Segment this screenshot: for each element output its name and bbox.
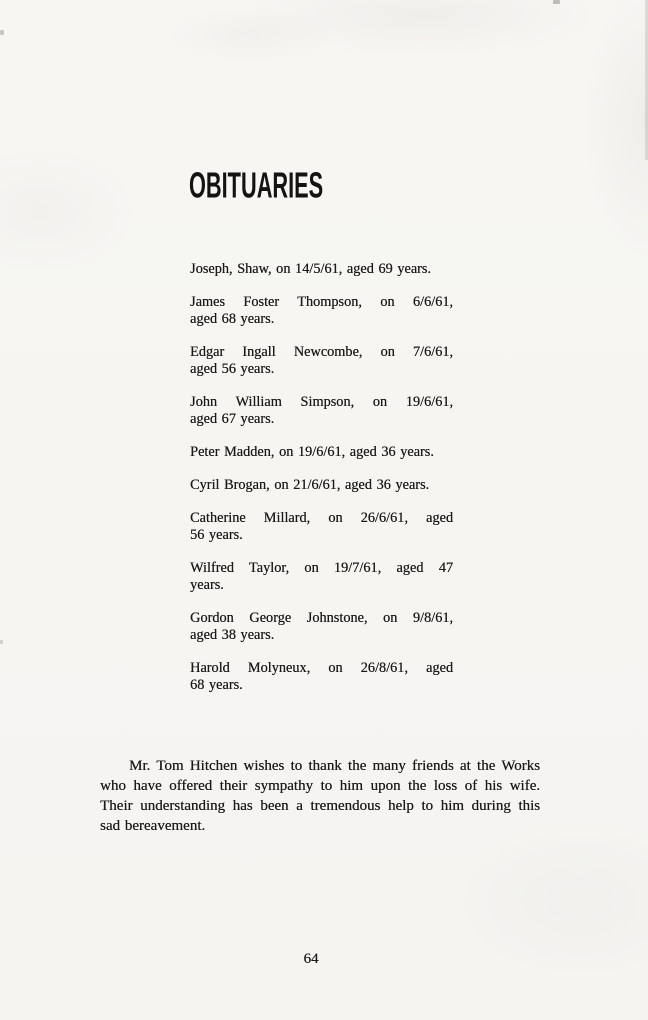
scan-artifact-top-tick — [553, 0, 560, 4]
obituary-list — [190, 261, 453, 710]
text-line: Catherine Millard, on 26/6/61, aged — [190, 510, 453, 526]
text-line: Edgar Ingall Newcombe, on 7/6/61, — [190, 344, 453, 360]
text-line: James Foster Thompson, on 6/6/61, — [190, 294, 453, 310]
obituary-entry — [190, 560, 453, 594]
text-line: John William Simpson, on 19/6/61, — [190, 394, 453, 410]
page-number: 64 — [303, 951, 319, 967]
obituary-entry — [190, 444, 453, 461]
text-line: 56 years. — [190, 527, 243, 543]
text-line: Cyril Brogan, on 21/6/61, aged 36 years. — [190, 477, 430, 493]
text-line: aged 56 years. — [190, 361, 275, 377]
text-line: Peter Madden, on 19/6/61, aged 36 years. — [190, 444, 434, 460]
text-line: Joseph, Shaw, on 14/5/61, aged 69 years. — [190, 261, 431, 277]
scan-artifact-left-speck — [0, 30, 4, 35]
scan-artifact-left-speck — [0, 640, 3, 644]
text-line: who have offered their sympathy to him upon the loss of his wife. — [100, 778, 540, 794]
acknowledgement-note — [100, 756, 540, 836]
text-line: aged 67 years. — [190, 411, 275, 427]
obituary-entry — [190, 261, 453, 278]
text-line: sad bereavement. — [100, 818, 206, 834]
text-line: Gordon George Johnstone, on 9/8/61, — [190, 610, 453, 626]
text-line: Harold Molyneux, on 26/8/61, aged — [190, 660, 453, 676]
obituary-entry — [190, 660, 453, 694]
text-line: Their understanding has been a tremendous help to him during this — [100, 798, 540, 814]
obituary-entry — [190, 510, 453, 544]
obituary-entry — [190, 610, 453, 644]
text-line: Wilfred Taylor, on 19/7/61, aged 47 — [190, 560, 453, 576]
text-line: years. — [190, 577, 224, 593]
text-line: aged 38 years. — [190, 627, 275, 643]
text-line: aged 68 years. — [190, 311, 275, 327]
obituary-entry — [190, 344, 453, 378]
page-title: OBITUARIES — [189, 165, 324, 207]
text-line: 68 years. — [190, 677, 243, 693]
obituary-entry — [190, 394, 453, 428]
obituary-entry — [190, 477, 453, 494]
text-line: Mr. Tom Hitchen wishes to thank the many friends at the Works — [129, 758, 540, 774]
obituary-entry — [190, 294, 453, 328]
